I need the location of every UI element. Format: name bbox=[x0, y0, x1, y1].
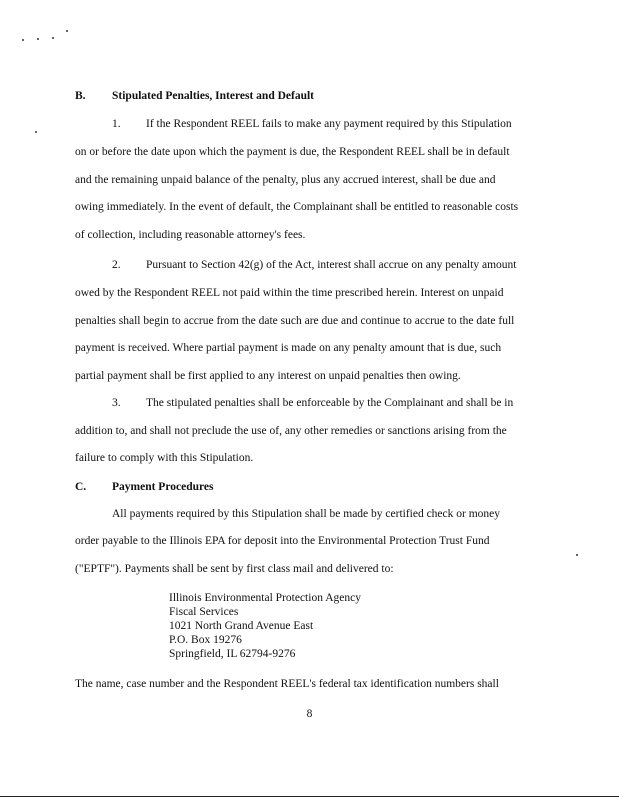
text-line: on or before the date upon which the payment is due, the Respondent REEL shall be in default bbox=[75, 146, 510, 158]
text-line: Pursuant to Section 42(g) of the Act, interest shall accrue on any penalty amount bbox=[146, 259, 517, 271]
text-line: and the remaining unpaid balance of the penalty, plus any accrued interest, shall be due and bbox=[75, 174, 496, 186]
text-line: of collection, including reasonable attorney's fees. bbox=[75, 229, 306, 241]
paragraph-number: 1. bbox=[112, 118, 121, 130]
section-title: Stipulated Penalties, Interest and Default bbox=[112, 90, 314, 102]
scan-speck bbox=[22, 39, 24, 41]
text-line: owed by the Respondent REEL not paid within the time prescribed herein. Interest on unpaid bbox=[75, 287, 504, 299]
section-letter: B. bbox=[75, 90, 86, 102]
text-line: payment is received. Where partial payment is made on any penalty amount that is due, such bbox=[75, 342, 502, 354]
text-line: order payable to the Illinois EPA for deposit into the Environmental Protection Trust Fund bbox=[75, 535, 490, 547]
section-title: Payment Procedures bbox=[112, 481, 214, 493]
scan-edge-line bbox=[0, 796, 619, 797]
paragraph-number: 2. bbox=[112, 259, 121, 271]
text-line: failure to comply with this Stipulation. bbox=[75, 452, 254, 464]
address-line: Springfield, IL 62794-9276 bbox=[169, 648, 296, 660]
text-line: The stipulated penalties shall be enforceable by the Complainant and shall be in bbox=[146, 397, 514, 409]
address-line: 1021 North Grand Avenue East bbox=[169, 620, 314, 632]
scan-speck bbox=[37, 38, 39, 40]
scan-speck bbox=[576, 554, 578, 556]
paragraph-number: 3. bbox=[112, 397, 121, 409]
scan-speck bbox=[66, 30, 68, 32]
text-line: addition to, and shall not preclude the use of, any other remedies or sanctions arising from the bbox=[75, 425, 507, 437]
closing-line: The name, case number and the Respondent REEL's federal tax identification numbers shall bbox=[75, 678, 499, 690]
text-line: owing immediately. In the event of default, the Complainant shall be entitled to reasonable costs bbox=[75, 201, 519, 213]
text-line: If the Respondent REEL fails to make any payment required by this Stipulation bbox=[146, 118, 512, 130]
text-line: All payments required by this Stipulation shall be made by certified check or money bbox=[112, 508, 501, 520]
address-line: Fiscal Services bbox=[169, 606, 239, 618]
text-line: penalties shall begin to accrue from the date such are due and continue to accrue to the date full bbox=[75, 315, 515, 327]
text-line: ("EPTF"). Payments shall be sent by first class mail and delivered to: bbox=[75, 563, 394, 575]
page-number: 8 bbox=[306, 708, 313, 720]
section-letter: C. bbox=[75, 481, 87, 493]
text-line: partial payment shall be first applied to any interest on unpaid penalties then owing. bbox=[75, 370, 461, 382]
scan-speck bbox=[35, 131, 37, 133]
address-line: P.O. Box 19276 bbox=[169, 634, 242, 646]
scan-speck bbox=[52, 37, 54, 39]
address-line: Illinois Environmental Protection Agency bbox=[169, 592, 361, 604]
